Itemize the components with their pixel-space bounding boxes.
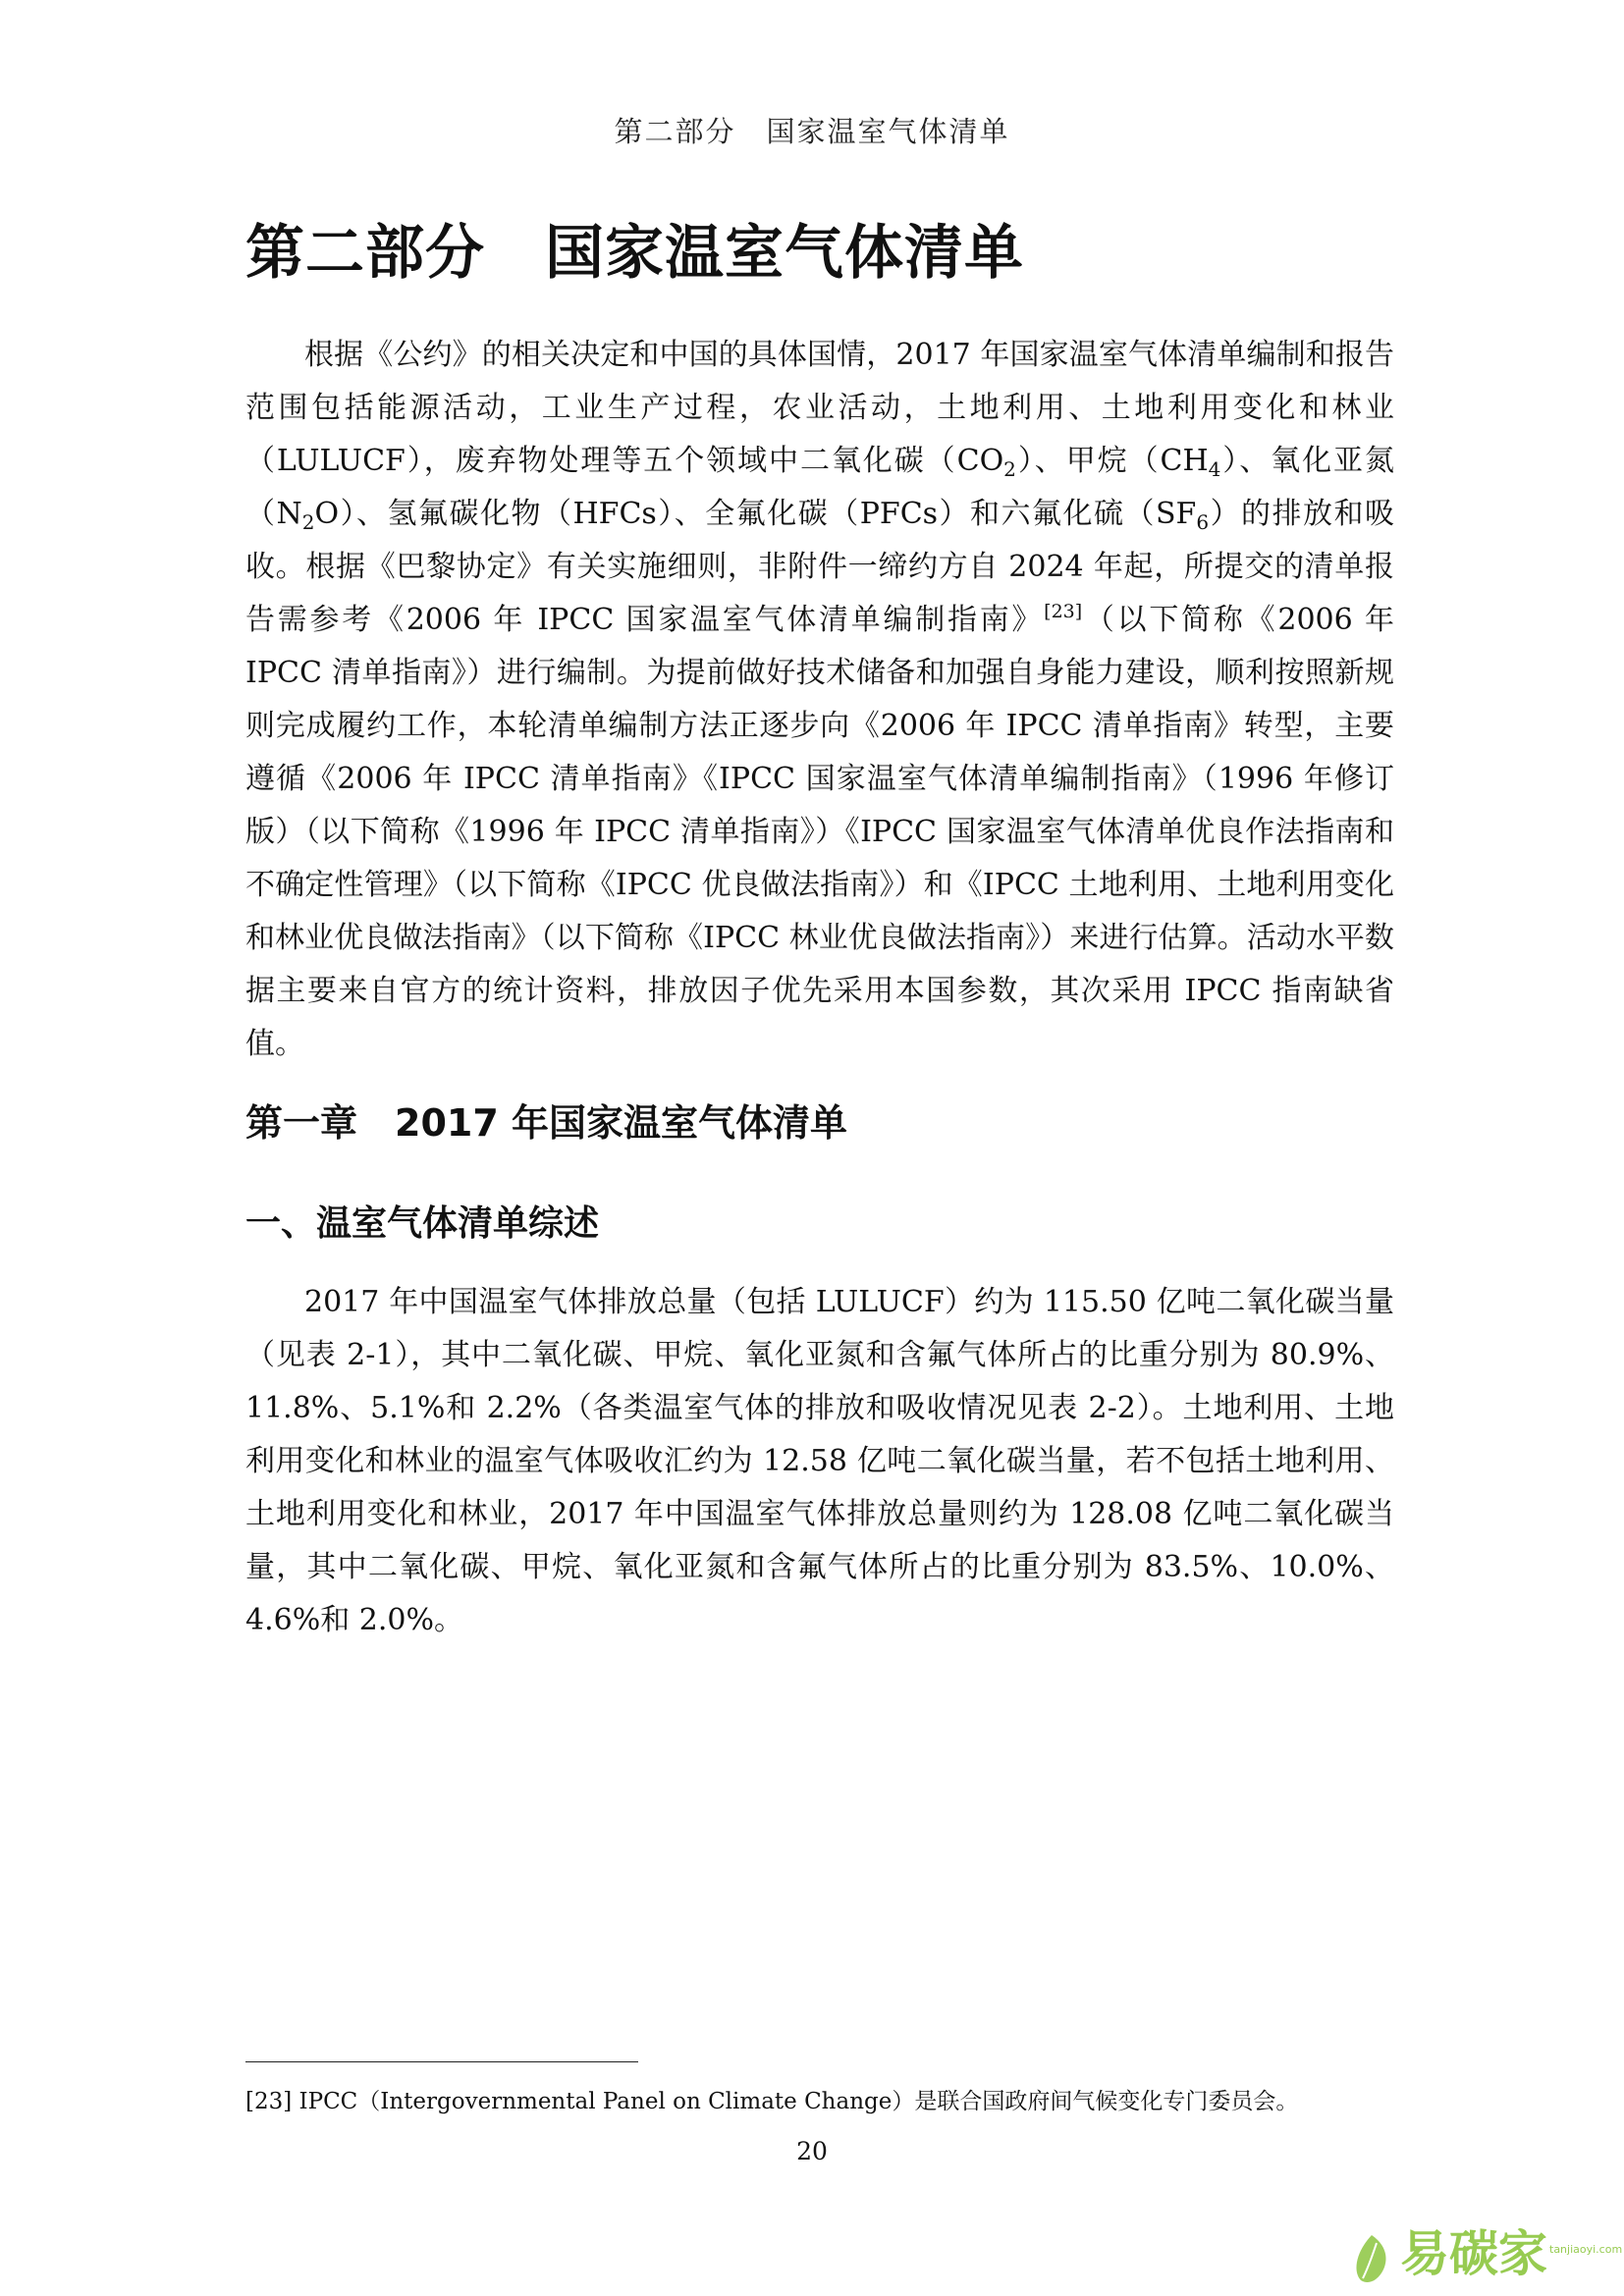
running-header: 第二部分 国家温室气体清单 [614,115,1010,148]
intro-text-1: 根据《公约》的相关决定和中国的具体国情，2017 年国家温室气体清单编制和报告范围包括能源活动，工业生产过程，农业活动，土地利用、土地利用变化和林业（LULUCF），废弃物处理等五个领域中二氧化碳（CO [245,338,1394,478]
intro-text-5: ）的排放和吸收。根据《巴黎协定》有关实施细则，非附件一缔约方自 2024 年起，所提交的清单报告需参考《2006 年 IPCC 国家温室气体清单编制指南》 [245,497,1395,637]
intro-text-4: O）、氢氟碳化物（HFCs）、全氟化碳（PFCs）和六氟化硫（SF [314,497,1197,531]
part-title: 第二部分 国家温室气体清单 [245,219,1024,288]
intro-text-3: ）、氧化亚氮（N [245,444,1394,531]
section-title: 一、温室气体清单综述 [245,1203,600,1244]
intro-text-6: （以下简称《2006 年 IPCC 清单指南》）进行编制。为提前做好技术储备和加强自身能力建设，顺利按照新规则完成履约工作，本轮清单编制方法正逐步向《2006 年 IPCC 清单指南》转型，主要遵循《2006 年 IPCC 清单指南》《IPCC 国家温室气体清单编制指南》（1996 年修订版）（以下简称《1996 年 IPCC 清单指南》）《IPCC 国家温室气体清单优良作法指南和不确定性管理》（以下简称《IPCC 优良做法指南》）和《IPCC 土地利用、土地利用变化和林业优良做法指南》（以下简称《IPCC 林业优良做法指南》）来进行估算。活动水平数据主要来自官方的统计资料，排放因子优先采用本国参数，其次采用 IPCC 指南缺省值。 [245,603,1394,1061]
leaf-logo-icon [1349,2231,1394,2288]
intro-paragraph [245,329,1394,1071]
summary-paragraph: 2017 年中国温室气体排放总量（包括 LULUCF）约为 115.50 亿吨二氧化碳当量（见表 2-1），其中二氧化碳、甲烷、氧化亚氮和含氟气体所占的比重分别为 80.9%、11.8%、5.1%和 2.2%（各类温室气体的排放和吸收情况见表 2-2）。土地利用、土地利用变化和林业的温室气体吸收汇约为 12.58 亿吨二氧化碳当量，若不包括土地利用、土地利用变化和林业，2017 年中国温室气体排放总量则约为 128.08 亿吨二氧化碳当量，其中二氧化碳、甲烷、氧化亚氮和含氟气体所占的比重分别为 83.5%、10.0%、4.6%和 2.0%。 [245,1285,1394,1637]
summary-section [245,1276,1394,1647]
intro-text-2: ）、甲烷（CH [1015,444,1209,478]
watermark-brand-text [1400,2219,1623,2288]
watermark-logo [1349,2219,1623,2288]
co2-subscript: 2 [1003,457,1016,481]
page-number: 20 [796,2137,828,2165]
footnote-reference-link[interactable]: [23] [1044,601,1083,622]
watermark-domain: tanjiaoyi.com [1549,2243,1623,2256]
footnote: [23] IPCC（Intergovernmental Panel on Climate Change）是联合国政府间气候变化专门委员会。 [245,2089,1299,2114]
chapter-title: 第一章 2017 年国家温室气体清单 [245,1101,847,1145]
footnote-divider [245,2061,638,2062]
intro-section [245,329,1394,1071]
sf6-subscript: 6 [1196,510,1210,534]
n2o-subscript: 2 [301,510,315,534]
watermark-brand: 易碳家 [1400,2225,1547,2282]
ch4-subscript: 4 [1208,457,1221,481]
